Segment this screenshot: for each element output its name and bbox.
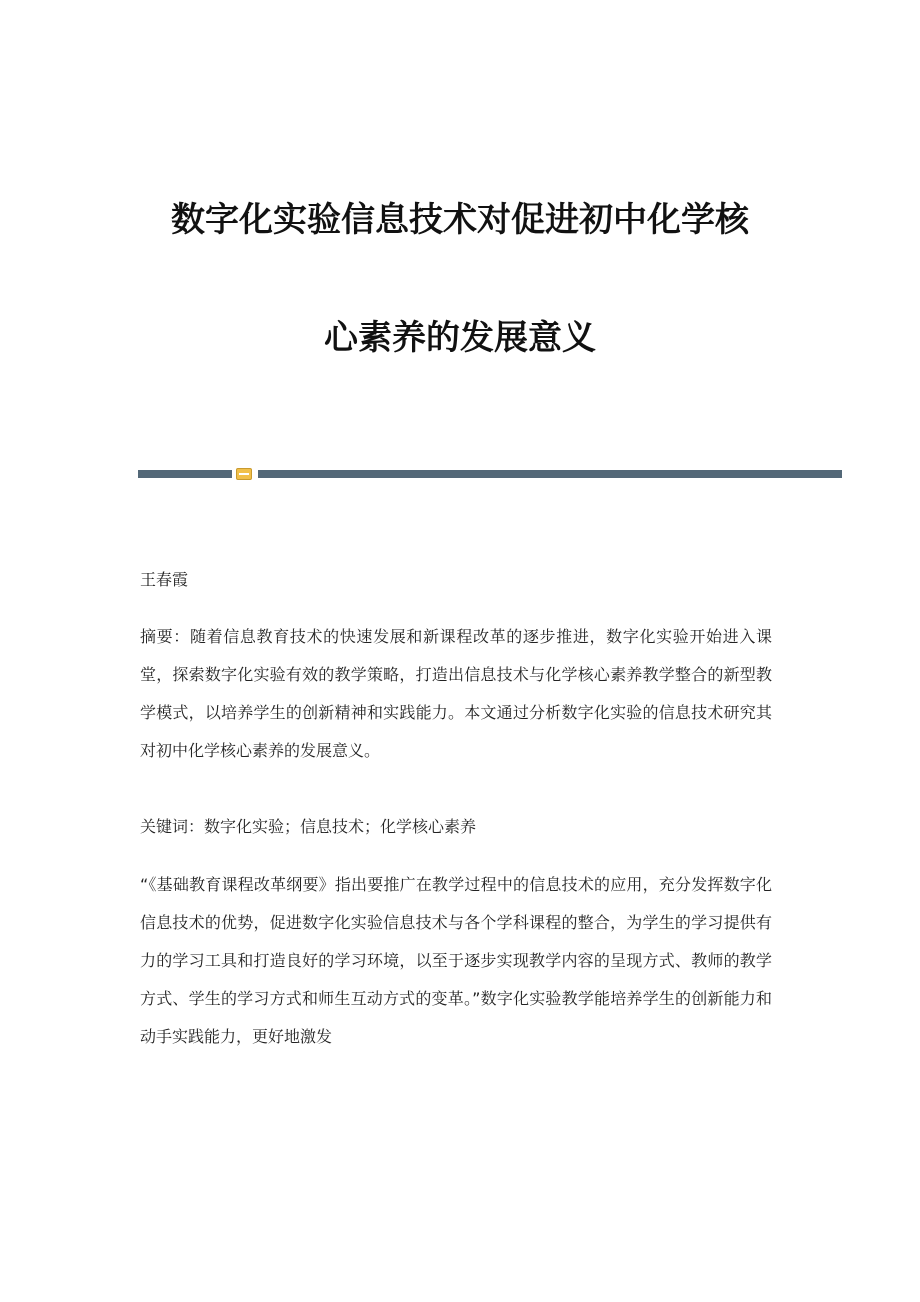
abstract-label: 摘要： — [140, 627, 190, 646]
keywords-label: 关键词： — [140, 817, 205, 836]
divider-ornament-icon — [236, 468, 252, 480]
keywords-text: 数字化实验；信息技术；化学核心素养 — [204, 817, 477, 836]
author-name: 王春霞 — [140, 570, 189, 589]
body-paragraph: “《基础教育课程改革纲要》指出要推广在教学过程中的信息技术的应用，充分发挥数字化信息技术的优势，促进数字化实验信息技术与各个学科课程的整合，为学生的学习提供有力的学习工具和打造良好的学习环境，以至于逐步实现教学内容的呈现方式、教师的教学方式、学生的学习方式和师生互动方式的变革。”数字化实验教学能培养学生的创新能力和动手实践能力，更好地激发 — [140, 875, 772, 1046]
document-title-line-1: 数字化实验信息技术对促进初中化学核 — [171, 200, 749, 240]
abstract — [140, 618, 772, 770]
title-divider-left — [138, 470, 232, 478]
abstract-text: 随着信息教育技术的快速发展和新课程改革的逐步推进，数字化实验开始进入课堂，探索数字化实验有效的教学策略，打造出信息技术与化学核心素养教学整合的新型教学模式，以培养学生的创新精神和实践能力。本文通过分析数字化实验的信息技术研究其对初中化学核心素养的发展意义。 — [140, 627, 772, 760]
keywords — [140, 808, 772, 846]
document-title-line-2: 心素养的发展意义 — [324, 318, 596, 358]
title-divider-right — [258, 470, 842, 478]
